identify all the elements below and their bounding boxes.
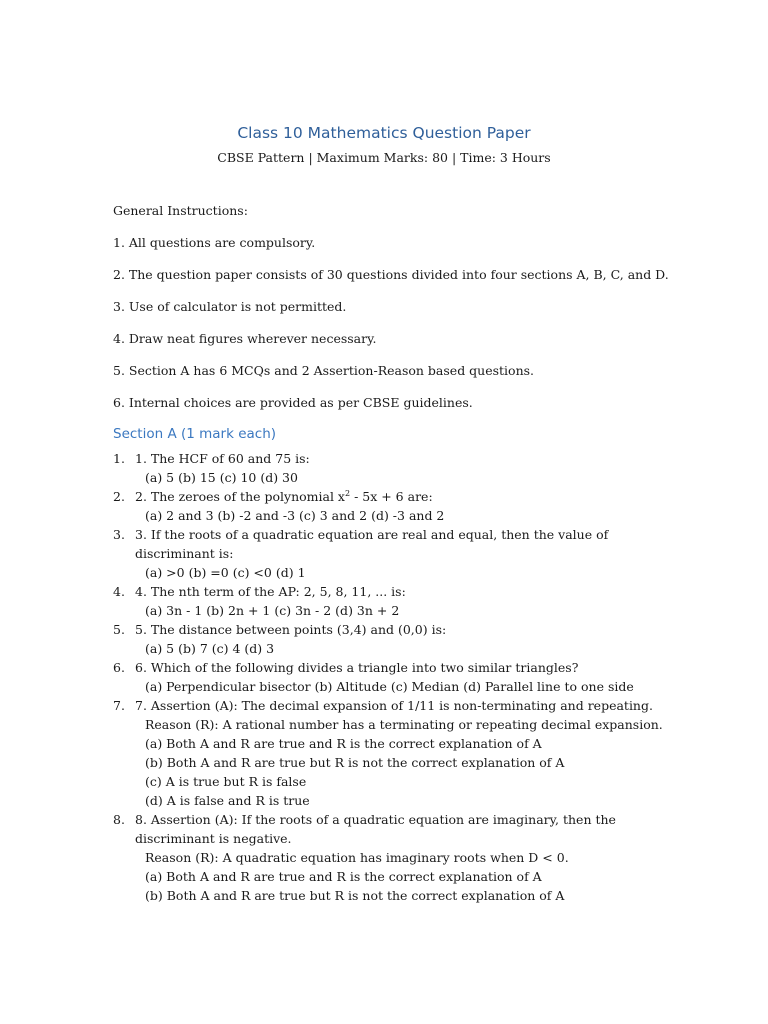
question-text-part: - 5x + 6 are: bbox=[350, 489, 433, 504]
question-text: 7. Assertion (A): The decimal expansion of 1/11 is non-terminating and repeating. bbox=[135, 698, 653, 713]
question-options: (a) 5 (b) 15 (c) 10 (d) 30 bbox=[145, 470, 298, 485]
question-text: 6. Which of the following divides a triangle into two similar triangles? bbox=[135, 660, 579, 675]
page-subtitle: CBSE Pattern | Maximum Marks: 80 | Time: 3 Hours bbox=[217, 150, 551, 165]
question-options: (a) 2 and 3 (b) -2 and -3 (c) 3 and 2 (d) -3 and 2 bbox=[145, 508, 445, 523]
question-number: 1. bbox=[113, 451, 125, 466]
instruction-item: 2. The question paper consists of 30 questions divided into four sections A, B, C, and D. bbox=[113, 267, 669, 282]
question-text: 3. If the roots of a quadratic equation are real and equal, then the value of discriminant is: bbox=[135, 527, 609, 561]
question-text: 4. The nth term of the AP: 2, 5, 8, 11, ... is: bbox=[135, 584, 406, 599]
question-options: (a) 5 (b) 7 (c) 4 (d) 3 bbox=[145, 641, 275, 656]
question-option: (c) A is true but R is false bbox=[145, 774, 307, 789]
question-text bbox=[135, 487, 673, 506]
question-number: 4. bbox=[113, 584, 125, 599]
reason-text: Reason (R): A rational number has a terminating or repeating decimal expansion. bbox=[145, 717, 663, 732]
question-number: 6. bbox=[113, 660, 125, 675]
instruction-item: 4. Draw neat figures wherever necessary. bbox=[113, 331, 377, 346]
question-options: (a) >0 (b) =0 (c) <0 (d) 1 bbox=[145, 565, 306, 580]
question-option: (d) A is false and R is true bbox=[145, 793, 310, 808]
question-item bbox=[113, 582, 673, 620]
question-item bbox=[113, 620, 673, 658]
question-number: 3. bbox=[113, 527, 125, 542]
instruction-item: 3. Use of calculator is not permitted. bbox=[113, 299, 347, 314]
question-text: 1. The HCF of 60 and 75 is: bbox=[135, 451, 310, 466]
instruction-item: 1. All questions are compulsory. bbox=[113, 235, 316, 250]
question-option: (a) Both A and R are true and R is the correct explanation of A bbox=[145, 869, 542, 884]
question-text: 8. Assertion (A): If the roots of a quadratic equation are imaginary, then the discriminant is negative. bbox=[135, 812, 616, 846]
question-option: (b) Both A and R are true but R is not the correct explanation of A bbox=[145, 755, 565, 770]
question-options: (a) 3n - 1 (b) 2n + 1 (c) 3n - 2 (d) 3n + 2 bbox=[145, 603, 400, 618]
question-number: 2. bbox=[113, 489, 125, 504]
question-text-part: 2. The zeroes of the polynomial x bbox=[135, 489, 345, 504]
question-option: (b) Both A and R are true but R is not the correct explanation of A bbox=[145, 888, 565, 903]
instruction-item: 5. Section A has 6 MCQs and 2 Assertion-Reason based questions. bbox=[113, 363, 535, 378]
question-number: 8. bbox=[113, 812, 125, 827]
section-a-heading: Section A (1 mark each) bbox=[113, 426, 277, 442]
question-number: 5. bbox=[113, 622, 125, 637]
question-item bbox=[113, 487, 673, 525]
instruction-item: 6. Internal choices are provided as per CBSE guidelines. bbox=[113, 395, 473, 410]
page-title: Class 10 Mathematics Question Paper bbox=[237, 124, 531, 142]
question-list bbox=[113, 449, 673, 905]
question-item bbox=[113, 449, 673, 487]
question-item bbox=[113, 810, 673, 905]
question-item bbox=[113, 658, 673, 696]
question-options: (a) Perpendicular bisector (b) Altitude (c) Median (d) Parallel line to one side bbox=[145, 679, 634, 694]
question-text: 5. The distance between points (3,4) and (0,0) is: bbox=[135, 622, 447, 637]
question-option: (a) Both A and R are true and R is the correct explanation of A bbox=[145, 736, 542, 751]
question-number: 7. bbox=[113, 698, 125, 713]
question-item bbox=[113, 696, 673, 810]
instructions-heading: General Instructions: bbox=[113, 203, 248, 218]
question-item bbox=[113, 525, 673, 582]
exponent: 2 bbox=[345, 489, 351, 498]
reason-text: Reason (R): A quadratic equation has imaginary roots when D < 0. bbox=[145, 850, 569, 865]
